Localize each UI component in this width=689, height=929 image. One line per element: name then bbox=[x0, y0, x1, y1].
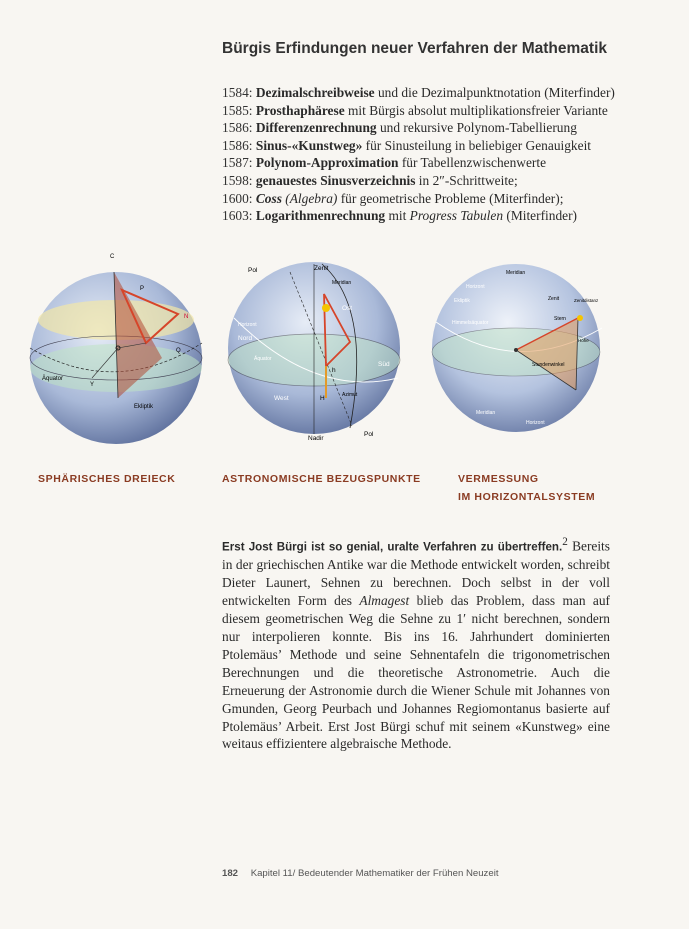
horizontal-system-diagram bbox=[430, 248, 610, 448]
label-aequator: Äquator bbox=[42, 376, 64, 382]
list-item: 1600: Coss (Algebra) für geometrische Probleme (Miterfinder); bbox=[222, 190, 564, 206]
footer bbox=[222, 868, 499, 879]
label-y: Y bbox=[90, 382, 95, 388]
label-zenitdistanz: Zenitdistanz bbox=[574, 298, 599, 303]
label-ost: Ost bbox=[342, 305, 353, 312]
label-meridian: Meridian bbox=[332, 280, 352, 286]
label-c: C bbox=[110, 254, 115, 260]
label-ekliptik: Ekliptik bbox=[454, 298, 470, 304]
label-horizont-bottom: Horizont bbox=[526, 420, 545, 426]
label-aequator: Äquator bbox=[254, 356, 272, 362]
label-himmelsaequator: Himmelsäquator bbox=[452, 320, 489, 326]
label-sued: Süd bbox=[378, 361, 390, 368]
label-west: West bbox=[274, 395, 289, 402]
list-item: 1584: Dezimalschreibweise und die Dezimalpunktnotation (Miterfinder) bbox=[222, 85, 615, 100]
label-meridian: Meridian bbox=[506, 270, 526, 276]
list-item: 1586: Sinus-«Kunstweg» für Sinusteilung in beliebiger Genauigkeit bbox=[222, 137, 592, 153]
list-item: 1603: Logarithmenrechnung mit Progress Tabulen (Miterfinder) bbox=[222, 208, 578, 224]
label-pol-bottom: Pol bbox=[364, 431, 374, 438]
list-item: 1586: Differenzenrechnung und rekursive Polynom-Tabellierung bbox=[222, 120, 577, 136]
label-horizont: Horizont bbox=[238, 322, 257, 328]
list-item: 1587: Polynom-Approximation für Tabellenzwischenwerte bbox=[222, 155, 547, 171]
caption-astronomical-reference: ASTRONOMISCHE BEZUGSPUNKTE bbox=[222, 473, 421, 485]
label-zenit: Zenit bbox=[314, 265, 329, 272]
label-azimut: Azimut bbox=[342, 392, 358, 398]
label-stern: Stern bbox=[554, 316, 566, 322]
label-n: N bbox=[184, 314, 189, 320]
label-p: P bbox=[140, 286, 145, 292]
label-meridian-bottom: Meridian bbox=[476, 410, 496, 416]
page-title: Bürgis Erfindungen neuer Verfahren der Mathematik bbox=[222, 40, 607, 57]
label-stundenwinkel: Stundenwinkel bbox=[532, 362, 565, 368]
page-number: 182 bbox=[222, 868, 239, 879]
label-ekliptik: Ekliptik bbox=[134, 404, 154, 410]
inventions-list bbox=[222, 84, 662, 225]
list-item: 1585: Prosthaphärese mit Bürgis absolut multiplikationsfreier Variante bbox=[222, 102, 608, 118]
label-nadir: Nadir bbox=[308, 435, 324, 442]
label-horizont: Horizont bbox=[466, 284, 485, 290]
chapter-title: Kapitel 11/ Bedeutender Mathematiker der Frühen Neuzeit bbox=[250, 868, 499, 879]
spherical-triangle-diagram bbox=[22, 248, 210, 448]
body-paragraph: Erst Jost Bürgi ist so genial, uralte Verfahren zu übertreffen.$^2$ Bereits in der griechischen Antike war die Methode entwickelt worden, schreibt Dieter Launert, Sehnen zu berechnen. Doch selbst in der voll entwickelten Form des Almagest blieb das Problem, dass man auf diesem geometrischen Weg die Sehne zu 1′ nicht berechnen, sondern nur interpolieren konnte. Bis ins 16. Jahrhundert dominierten Ptolemäus’ Methode und seine Sehnentafeln die trigonometrischen Berechnungen und die theoretische Astronometrie. Auch die Erneuerung der Astronomie durch die Wiener Schule mit Johannes von Gmunden, Georg Peurbach und Johannes Regiomontanus basierte auf Ptolemäus’ Arbeit. Erst Jost Bürgi schuf mit seinem «Kunstweg» eine weitaus effizientere algebraische Methode. bbox=[222, 536, 610, 752]
label-h: H bbox=[320, 395, 325, 402]
label-pol: Pol bbox=[248, 267, 258, 274]
label-zenit: Zenit bbox=[548, 296, 560, 302]
caption-spherical-triangle: SPHÄRISCHES DREIECK bbox=[38, 473, 176, 485]
label-hoehe: Höhe bbox=[578, 338, 589, 343]
list-item: 1598: genauestes Sinusverzeichnis in 2″-Schrittweite; bbox=[222, 172, 518, 188]
label-h-small: h bbox=[332, 367, 336, 374]
label-nord: Nord bbox=[238, 335, 253, 342]
astronomical-reference-diagram bbox=[222, 248, 410, 448]
caption-horizontal-system: VERMESSUNG IM HORIZONTALSYSTEM bbox=[458, 473, 596, 503]
label-q: Q bbox=[176, 348, 181, 354]
